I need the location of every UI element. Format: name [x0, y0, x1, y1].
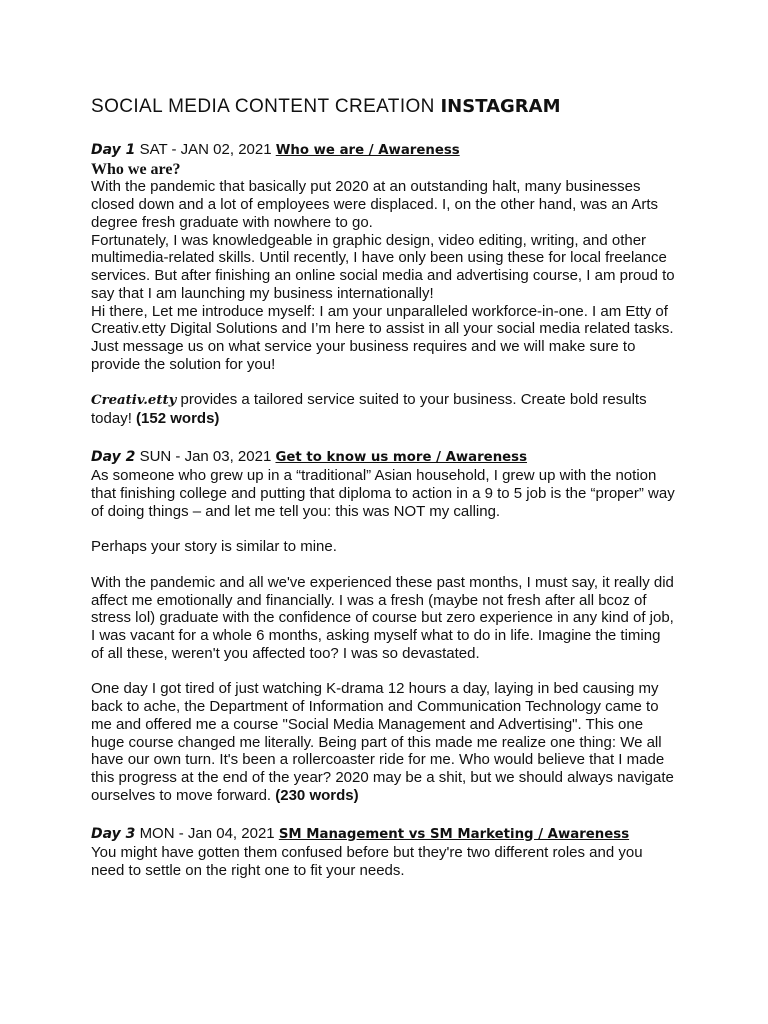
closing-text: provides a tailored service suited to your business. Create bold results today!: [91, 391, 647, 427]
day-header: [91, 447, 677, 468]
day-label: Day 3: [91, 825, 136, 842]
day-topic: Who we are / Awareness: [275, 143, 460, 158]
day-topic: Get to know us more / Awareness: [275, 449, 528, 465]
paragraph: With the pandemic and all we've experienced these past months, I must say, it really did affect me emotionally and financially. I was a fresh (maybe not fresh after all bcoz of stress lol) graduate with the confidence of course but zero experience in any kind of job, I was vacant for a whole 6 months, asking myself what to do in life. Imagine the timing of all these, weren't you affected too? I was so devastated.: [91, 573, 674, 662]
day-topic: SM Management vs SM Marketing / Awareness: [278, 826, 630, 842]
day-1-section: [91, 140, 677, 428]
day-date: SAT - JAN 02, 2021: [139, 141, 272, 158]
day-label: Day 2: [91, 448, 136, 465]
day-date: MON - Jan 04, 2021: [139, 824, 275, 842]
day-date: SUN - Jan 03, 2021: [139, 447, 272, 465]
paragraph: You might have gotten them confused before but they're two different roles and you need to settle on the right one to fit your needs.: [91, 844, 643, 879]
day-header: [91, 824, 677, 845]
day-3-section: [91, 824, 677, 880]
paragraph: Hi there, Let me introduce myself: I am your unparalleled workforce-in-one. I am Etty of Creativ.etty Digital Solutions and I’m here to assist in all your social media related tasks.: [91, 302, 674, 338]
day-subheading: Who we are?: [91, 160, 181, 178]
paragraph-text: One day I got tired of just watching K-drama 12 hours a day, laying in bed causing my back to ache, the Department of Information and Communication Technology came to me and offered me a course "Social Media Management and Advertising". This one huge course changed me literally. Being part of this made me realize one thing: We all have our own turn. It's been a rollercoaster ride for me. Who would believe that I made this progress at the end of the year? 2020 may be a shit, but we should always navigate ourselves to move forward.: [91, 680, 674, 804]
word-count: (152 words): [136, 410, 220, 427]
title-main: SOCIAL MEDIA CONTENT CREATION: [91, 96, 435, 117]
brand-name: Creativ.etty: [91, 393, 177, 409]
document-title: [91, 96, 677, 118]
day-label: Day 1: [91, 142, 136, 158]
closing-paragraph: [91, 391, 677, 428]
paragraph: Just message us on what service your business requires and we will make sure to provide the solution for you!: [91, 338, 636, 373]
paragraph: As someone who grew up in a “traditional” Asian household, I grew up with the notion that finishing college and putting that diploma to action in a 9 to 5 job is the “proper” way of doing things – and let me tell you: this was NOT my calling.: [91, 467, 675, 520]
paragraph: [91, 680, 677, 804]
paragraph: Fortunately, I was knowledgeable in graphic design, video editing, writing, and other multimedia-related skills. Until recently, I have only been using these for local freelance services. But after finishing an online social media and advertising course, I am proud to say that I am launching my business internationally!: [91, 231, 675, 302]
day-2-section: [91, 447, 677, 805]
day-header: [91, 140, 677, 161]
document-body: [91, 96, 677, 880]
word-count: (230 words): [275, 786, 359, 804]
paragraph: Perhaps your story is similar to mine.: [91, 538, 337, 556]
title-platform: INSTAGRAM: [440, 96, 561, 117]
paragraph: With the pandemic that basically put 2020 at an outstanding halt, many businesses closed down and a lot of employees were displaced. I, on the other hand, was an Arts degree fresh graduate with nowhere to go.: [91, 178, 659, 231]
